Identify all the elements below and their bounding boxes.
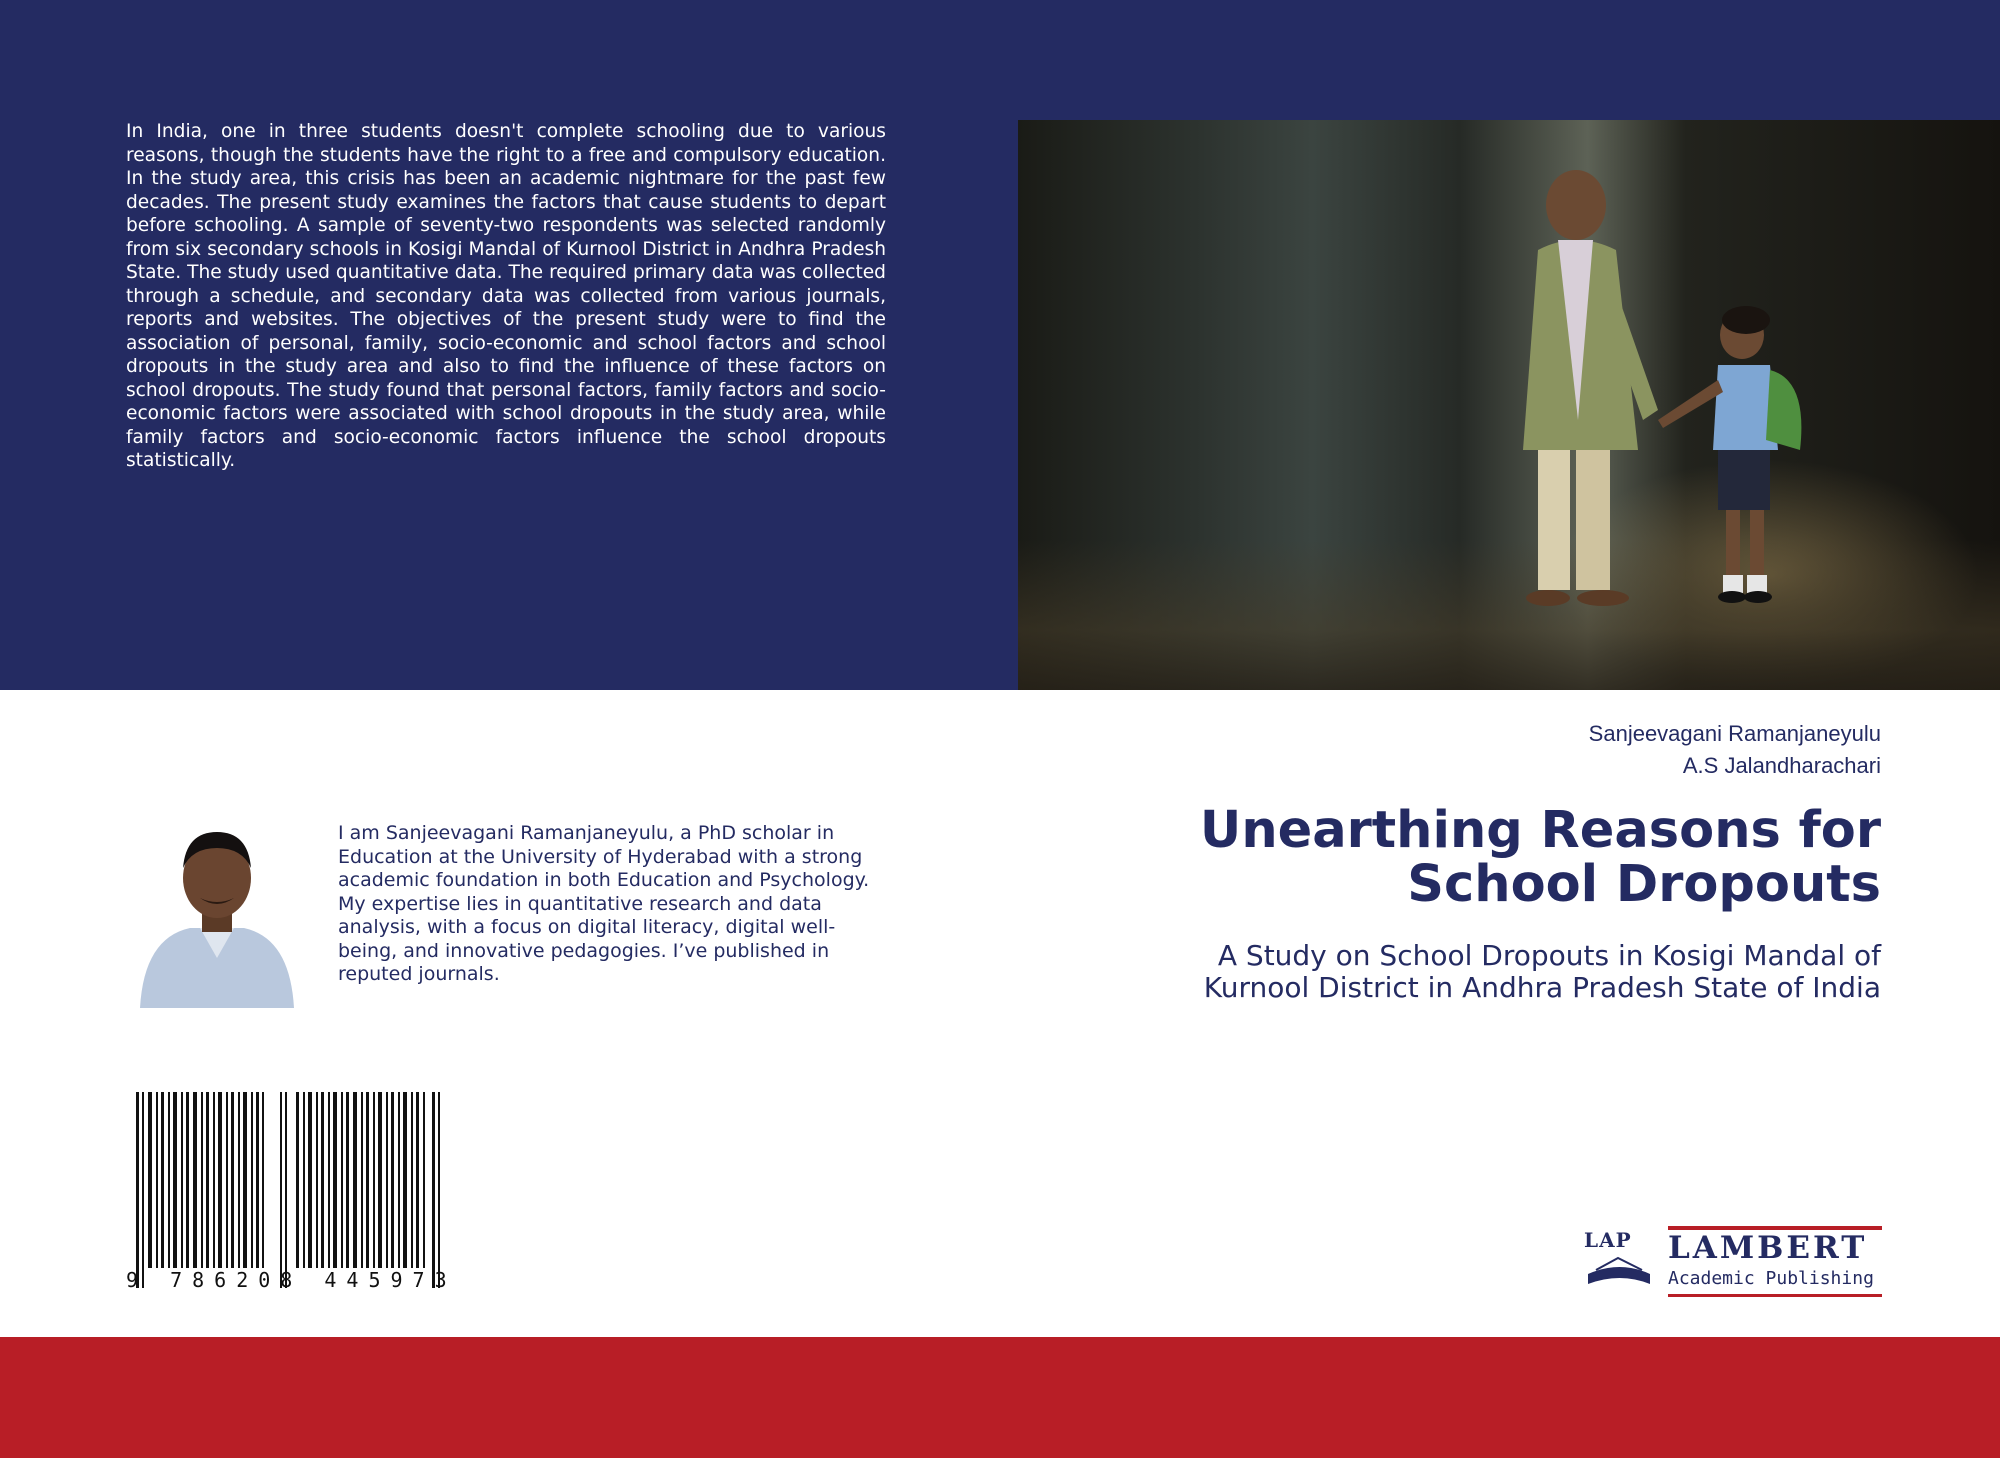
isbn-digits: 9 786208 445973 bbox=[126, 1268, 457, 1292]
photo-figures bbox=[1018, 120, 2000, 690]
front-author-names bbox=[1589, 718, 1881, 782]
author-biography: I am Sanjeevagani Ramanjaneyulu, a PhD scholar in Education at the University of Hyderabad with a strong academic foundation in both Education and Psychology. My expertise lies in quantitative research and data analysis, with a focus on digital literacy, digital well-being, and innovative pedagogies. I’ve published in reputed journals. bbox=[338, 822, 870, 985]
book-subtitle bbox=[1061, 940, 1881, 1004]
publisher-name: LAMBERT bbox=[1668, 1230, 1868, 1266]
book-subtitle-line-2: Kurnool District in Andhra Pradesh State of India bbox=[1203, 971, 1881, 1004]
book-subtitle-line-1: A Study on School Dropouts in Kosigi Mandal of bbox=[1217, 939, 1881, 972]
author-name-2: A.S Jalandharachari bbox=[1682, 753, 1881, 778]
author-name-1: Sanjeevagani Ramanjaneyulu bbox=[1588, 721, 1881, 746]
cover-photograph bbox=[1018, 120, 2000, 690]
bottom-red-band bbox=[0, 1337, 2000, 1458]
publisher-logo-mark: LAP bbox=[1584, 1228, 1632, 1252]
book-title-line-2: School Dropouts bbox=[1407, 855, 1881, 914]
book-title-line-1: Unearthing Reasons for bbox=[1199, 801, 1881, 860]
back-cover-blurb: In India, one in three students doesn't complete schooling due to various reasons, though the students have the right to a free and compulsory education. In the study area, this crisis has been an academic nightmare for the past few decades. The present study examines the factors that cause students to depart before schooling. A sample of seventy-two respondents was selected randomly from six secondary schools in Kosigi Mandal of Kurnool District in Andhra Pradesh State. The study used quantitative data. The required primary data was collected through a schedule, and secondary data was collected from various journals, reports and websites. The objectives of the present study were to find the association of personal, family, socio-economic and school factors and school dropouts in the study area and also to find the influence of these factors on school dropouts. The study found that personal factors, family factors and socio-economic factors were associated with school dropouts in the study area, while family factors and socio-economic factors influence the school dropouts statistically. bbox=[126, 121, 886, 471]
author-portrait bbox=[130, 818, 304, 1008]
author-portrait-image bbox=[130, 818, 304, 1008]
book-title bbox=[1061, 801, 1881, 914]
publisher-tagline: Academic Publishing bbox=[1668, 1268, 1874, 1289]
